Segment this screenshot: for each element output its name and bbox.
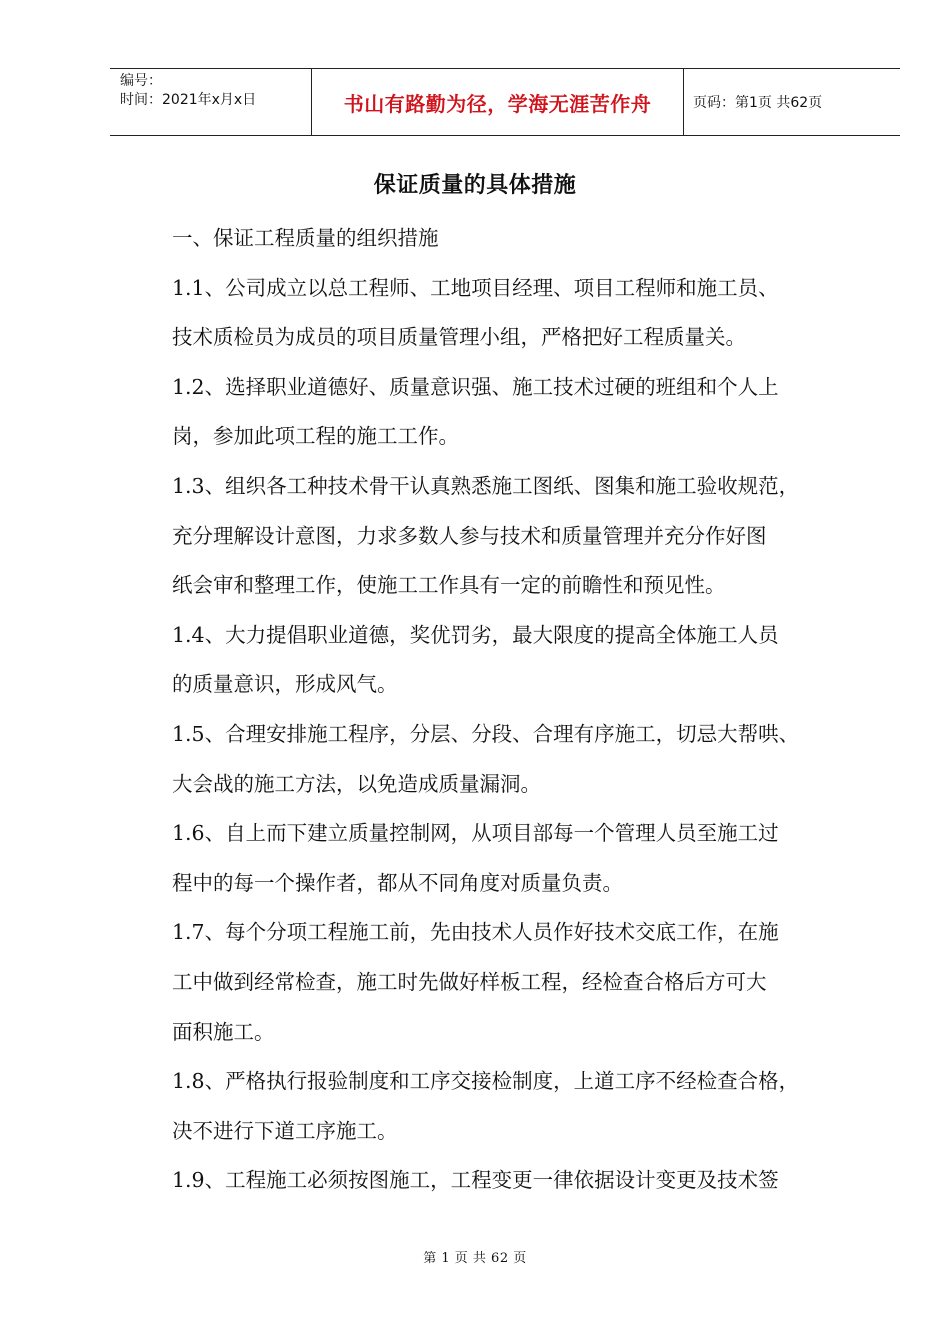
time-label: 时间：2021年x月x日 [120, 92, 257, 108]
page-footer: 第 1 页 共 62 页 [423, 1251, 527, 1266]
body-line: 技术质检员为成员的项目质量管理小组，严格把好工程质量关。 [172, 325, 746, 350]
body-line: 1.4、大力提倡职业道德，奖优罚劣，最大限度的提高全体施工人员 [172, 622, 779, 647]
body-line: 决不进行下道工序施工。 [172, 1118, 398, 1143]
body-line: 岗，参加此项工程的施工工作。 [172, 424, 459, 449]
serial-label: 编号： [120, 73, 162, 89]
document-body [172, 214, 852, 1206]
body-line: 的质量意识，形成风气。 [172, 672, 398, 697]
body-line: 1.2、选择职业道德好、质量意识强、施工技术过硬的班组和个人上 [172, 374, 779, 399]
page-info: 页码：第1页 共62页 [693, 95, 823, 111]
body-line: 1.1、公司成立以总工程师、工地项目经理、项目工程师和施工员、 [172, 275, 779, 300]
motto-text: 书山有路勤为径，学海无涯苦作舟 [343, 91, 652, 116]
body-line: 1.6、自上而下建立质量控制网，从项目部每一个管理人员至施工过 [172, 821, 779, 846]
body-line: 1.8、严格执行报验制度和工序交接检制度，上道工序不经检查合格， [172, 1069, 800, 1094]
body-line: 大会战的施工方法，以免造成质量漏洞。 [172, 771, 541, 796]
document-title: 保证质量的具体措施 [373, 173, 577, 198]
body-line: 1.9、工程施工必须按图施工，工程变更一律依据设计变更及技术签 [172, 1168, 779, 1193]
section-heading: 一、保证工程质量的组织措施 [172, 226, 439, 250]
body-line: 1.5、合理安排施工程序，分层、分段、合理有序施工，切忌大帮哄、 [172, 721, 800, 746]
body-line: 面积施工。 [172, 1019, 275, 1044]
body-line: 程中的每一个操作者，都从不同角度对质量负责。 [172, 870, 623, 895]
body-line: 纸会审和整理工作，使施工工作具有一定的前瞻性和预见性。 [172, 573, 726, 598]
body-line: 充分理解设计意图，力求多数人参与技术和质量管理并充分作好图 [172, 523, 767, 548]
body-line: 1.7、每个分项工程施工前，先由技术人员作好技术交底工作，在施 [172, 920, 779, 945]
header-motto-cell [312, 69, 684, 135]
header-page-cell [684, 69, 900, 135]
body-line: 1.3、组织各工种技术骨干认真熟悉施工图纸、图集和施工验收规范， [172, 473, 800, 498]
header-table [110, 68, 900, 136]
header-left-cell [110, 69, 312, 135]
body-line: 工中做到经常检查，施工时先做好样板工程，经检查合格后方可大 [172, 969, 767, 994]
